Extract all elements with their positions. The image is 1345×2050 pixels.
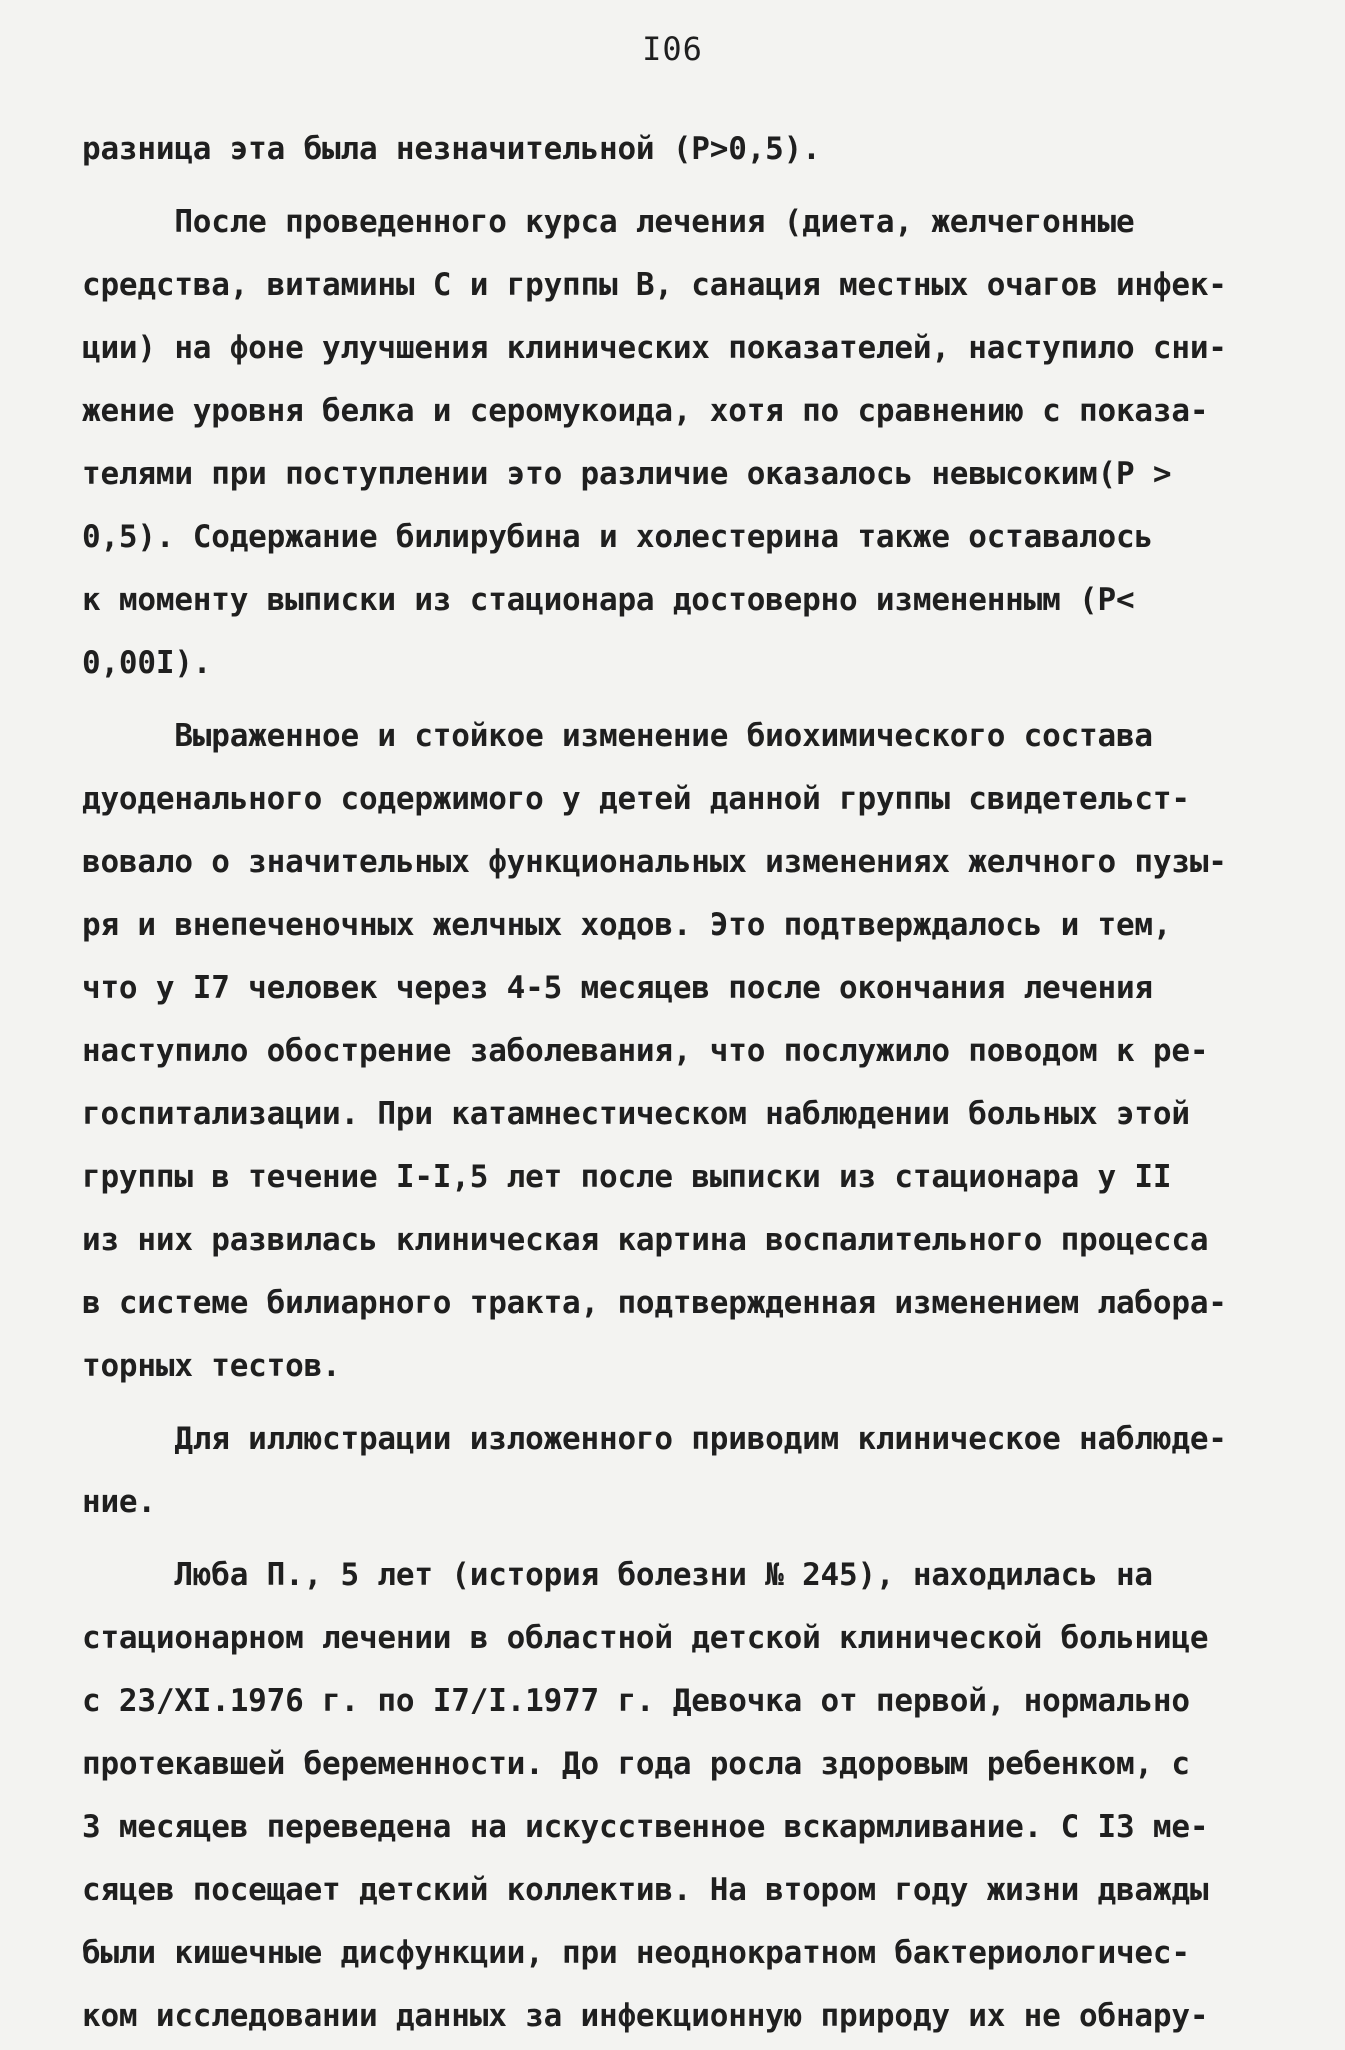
- text-line: 0,00I).: [82, 645, 212, 681]
- text-line: вовало о значительных функциональных изменениях желчного пузы-: [82, 844, 1227, 880]
- paragraph: [82, 1408, 1262, 1534]
- text-line: Люба П., 5 лет (история болезни № 245), находилась на: [82, 1557, 1153, 1593]
- text-line: были кишечные дисфункции, при неоднократном бактериологичес-: [82, 1935, 1190, 1971]
- text-line: торных тестов.: [82, 1348, 341, 1384]
- text-line: наступило обострение заболевания, что послужило поводом к ре-: [82, 1033, 1209, 1069]
- text-line: жение уровня белка и серомукоида, хотя по сравнению с показа-: [82, 393, 1209, 429]
- text-line: После проведенного курса лечения (диета, желчегонные: [82, 204, 1135, 240]
- paragraph: [82, 705, 1262, 1398]
- text-line: что у I7 человек через 4-5 месяцев после окончания лечения: [82, 970, 1153, 1006]
- text-line: средства, витамины С и группы В, санация местных очагов инфек-: [82, 267, 1227, 303]
- text-line: ря и внепеченочных желчных ходов. Это подтверждалось и тем,: [82, 907, 1172, 943]
- page-number: I06: [642, 30, 703, 68]
- text-line: телями при поступлении это различие оказалось невысоким(P >: [82, 456, 1172, 492]
- paragraph: [82, 118, 1262, 181]
- text-line: ние.: [82, 1484, 156, 1520]
- paragraph: [82, 191, 1262, 695]
- text-line: 3 месяцев переведена на искусственное вскармливание. С I3 ме-: [82, 1809, 1209, 1845]
- text-line: госпитализации. При катамнестическом наблюдении больных этой: [82, 1096, 1190, 1132]
- text-line: сяцев посещает детский коллектив. На втором году жизни дважды: [82, 1872, 1209, 1908]
- text-line: из них развилась клиническая картина воспалительного процесса: [82, 1222, 1209, 1258]
- text-line: Для иллюстрации изложенного приводим клиническое наблюде-: [82, 1421, 1227, 1457]
- text-line: разница эта была незначительной (P>0,5).: [82, 131, 821, 167]
- text-line: стационарном лечении в областной детской клинической больнице: [82, 1620, 1209, 1656]
- text-line: Выраженное и стойкое изменение биохимического состава: [82, 718, 1153, 754]
- text-line: протекавшей беременности. До года росла здоровым ребенком, с: [82, 1746, 1190, 1782]
- paragraph: [82, 1544, 1262, 2048]
- text-line: группы в течение I-I,5 лет после выписки из стационара у II: [82, 1159, 1172, 1195]
- text-line: 0,5). Содержание билирубина и холестерина также оставалось: [82, 519, 1153, 555]
- text-line: с 23/XI.1976 г. по I7/I.1977 г. Девочка от первой, нормально: [82, 1683, 1190, 1719]
- text-line: ком исследовании данных за инфекционную природу их не обнару-: [82, 1998, 1209, 2034]
- text-line: в системе билиарного тракта, подтвержденная изменением лабора-: [82, 1285, 1227, 1321]
- text-line: к моменту выписки из стационара достоверно измененным (P<: [82, 582, 1135, 618]
- text-line: дуоденального содержимого у детей данной группы свидетельст-: [82, 781, 1190, 817]
- body-text: [82, 118, 1262, 2048]
- text-line: ции) на фоне улучшения клинических показателей, наступило сни-: [82, 330, 1227, 366]
